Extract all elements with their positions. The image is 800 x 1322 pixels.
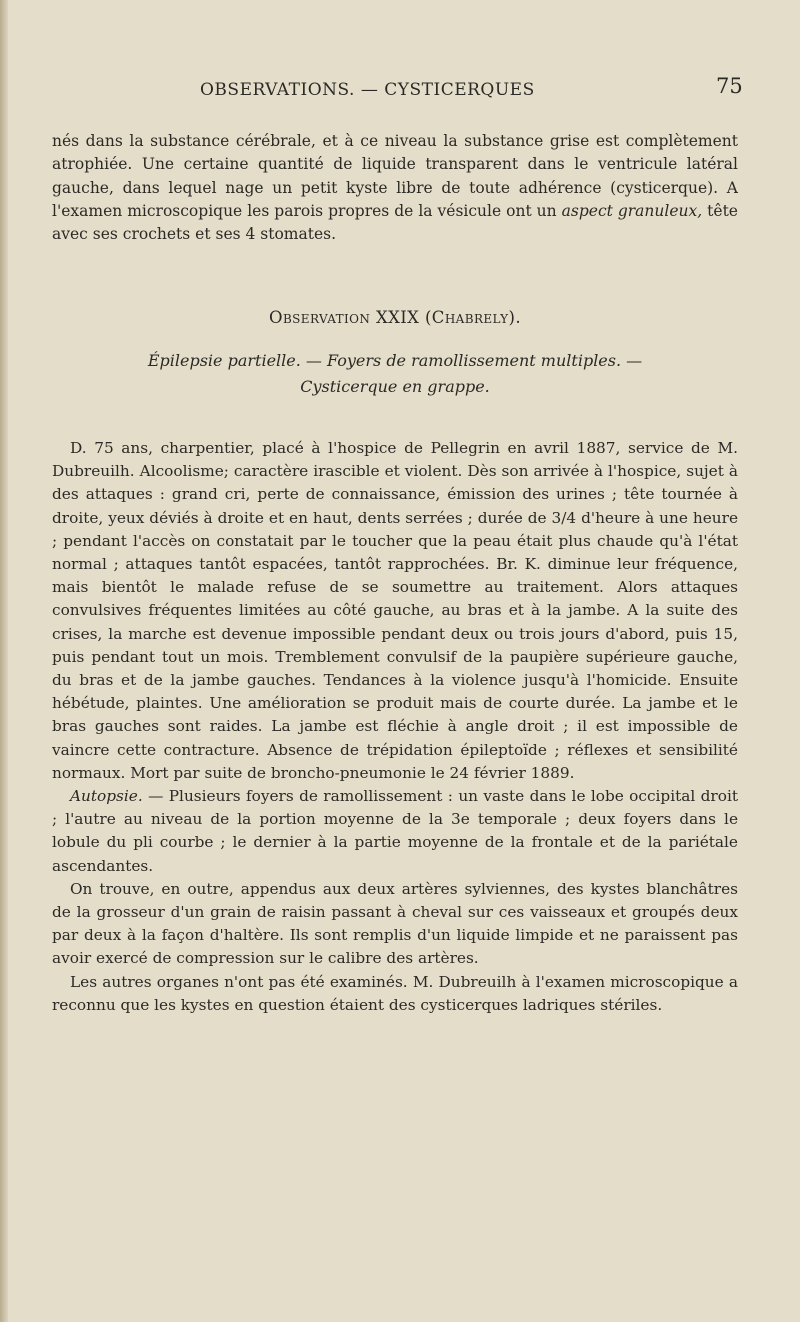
running-header: OBSERVATIONS. — CYSTICERQUES: [200, 80, 535, 100]
case-report: [52, 437, 738, 1017]
case-paragraph-1: D. 75 ans, charpentier, placé à l'hospice de Pellegrin en avril 1887, service de M. Dubreuilh. Alcoolisme; caractère irascible et violent. Dès son arrivée à l'hospice, sujet à des attaques : grand cri, perte de connaissance, émission des urines ; tête tournée à droite, yeux déviés à droite et en haut, dents serrées ; durée de 3/4 d'heure à une heure ; pendant l'accès on constatait par le toucher que la peau était plus chaude qu'à l'état normal ; attaques tantôt espacées, tantôt rapprochées. Br. K. diminue leur fréquence, mais bientôt le malade refuse de se soumettre au traitement. Alors attaques convulsives fréquentes limitées au côté gauche, au bras et à la jambe. A la suite des crises, la marche est devenue impossible pendant deux ou trois jours d'abord, puis 15, puis pendant tout un mois. Tremblement convulsif de la paupière supérieure gauche, du bras et de la jambe gauches. Tendances à la violence jusqu'à l'homicide. Ensuite hébétude, plaintes. Une amélioration se produit mais de courte durée. La jambe et le bras gauches sont raides. La jambe est fléchie à angle droit ; il est impossible de vaincre cette contracture. Absence de trépidation épileptoïde ; réflexes et sensibilité normaux. Mort par suite de broncho-pneumonie le 24 février 1889.: [52, 439, 738, 782]
page-number: 75: [716, 74, 743, 98]
observation-subtitle-line2: Cysticerque en grappe.: [300, 377, 490, 396]
observation-subtitle: [52, 348, 738, 400]
observation-title: Observation XXIX (Chabrely).: [269, 308, 521, 327]
observation-subtitle-line1: Épilepsie partielle. — Foyers de ramollissement multiples. —: [147, 351, 643, 370]
intro-paragraph: [52, 130, 738, 246]
intro-text-part2: tête avec ses crochets et ses 4 stomates.: [52, 201, 738, 244]
autopsy-text: — Plusieurs foyers de ramollissement : un vaste dans le lobe occipital droit ; l'autre au niveau de la portion moyenne de la 3e temporale ; deux foyers dans le lobule du pli courbe ; le dernier à la partie moyenne de la frontale et de la pariétale ascendantes.: [52, 787, 738, 875]
autopsy-paragraph: [52, 785, 738, 878]
case-paragraph-4: Les autres organes n'ont pas été examinés. M. Dubreuilh à l'examen microscopique a reconnu que les kystes en question étaient des cysticerques ladriques stériles.: [52, 972, 738, 1014]
autopsy-label: Autopsie.: [70, 787, 143, 806]
page-gutter-shadow: [0, 0, 8, 1322]
intro-text-part1: nés dans la substance cérébrale, et à ce niveau la substance grise est complètement atrophiée. Une certaine quantité de liquide transparent dans le ventricule latéral gauche, dans lequel nage un petit kyste libre de toute adhérence (cysticerque). A l'examen microscopique les parois propres de la vésicule ont un: [52, 132, 738, 220]
case-paragraph-3: On trouve, en outre, appendus aux deux artères sylviennes, des kystes blanchâtres de la grosseur d'un grain de raisin passant à cheval sur ces vaisseaux et groupés deux par deux à la façon d'haltère. Ils sont remplis d'un liquide limpide et ne paraissent pas avoir exercé de compression sur le calibre des artères.: [52, 879, 738, 968]
intro-emphasis: aspect granuleux,: [561, 201, 703, 220]
